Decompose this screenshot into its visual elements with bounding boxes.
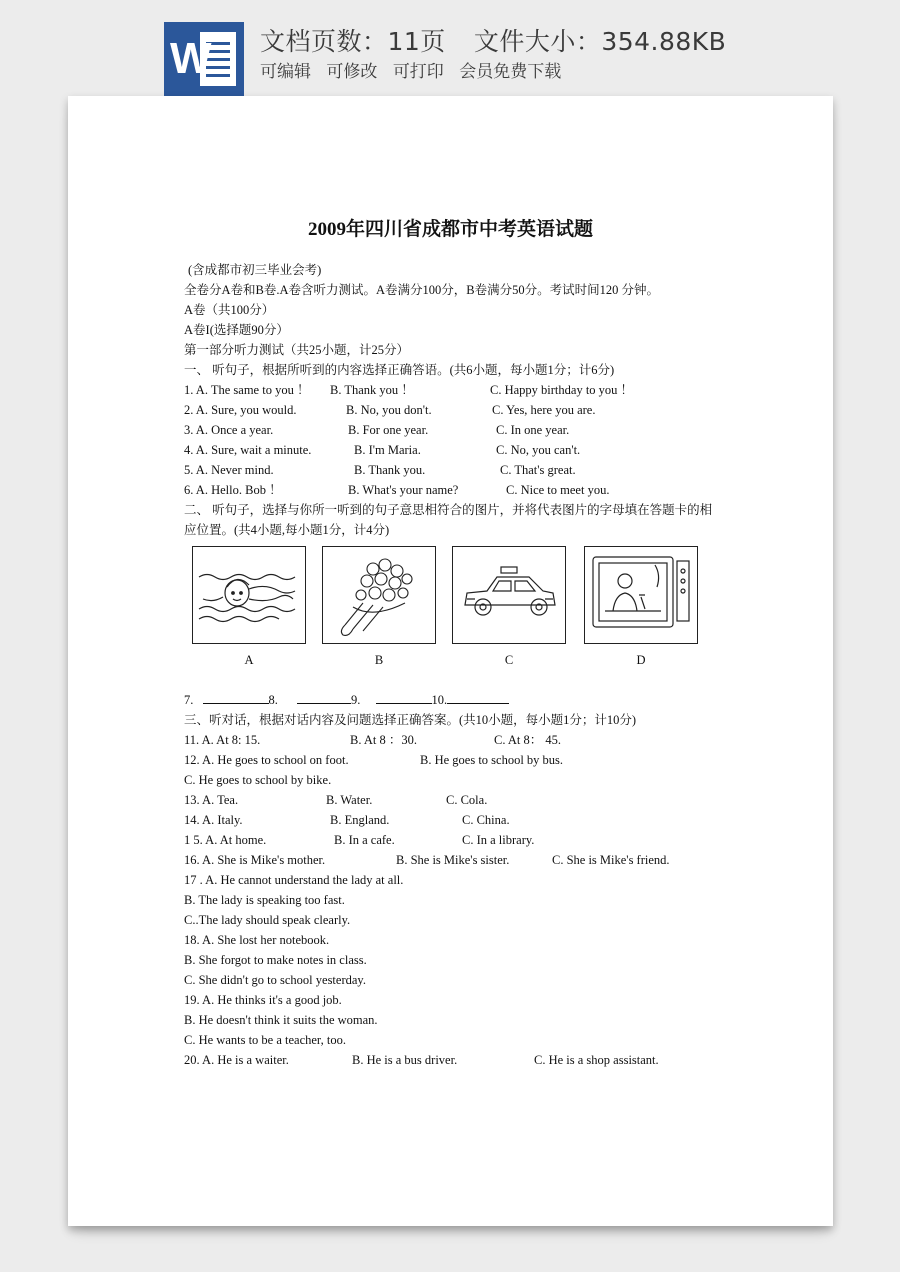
option-a: 11. A. At 8: 15. [184,733,261,747]
answer-label-10: 10. [431,693,448,707]
picture-label: C [504,653,514,667]
intro-line: A卷I(选择题90分） [184,323,289,337]
file-size: 文件大小：354.88KB [473,27,727,56]
option-b: B. He is a bus driver. [352,1053,458,1067]
feature-editable: 可编辑 [260,62,311,82]
question-row [184,1050,724,1070]
taxi-picture [452,546,566,644]
option-b: B. He goes to school by bus. [420,753,564,767]
option-a: 3. A. Once a year. [184,423,274,437]
option-c: C. China. [462,813,510,827]
picture-a [192,546,306,670]
question-row: C. He wants to be a teacher, too. [184,1033,346,1047]
option-b: B. For one year. [348,423,429,437]
question-row [184,850,724,870]
picture-b [322,546,436,670]
question-row: 19. A. He thinks it's a good job. [184,993,342,1007]
download-banner [0,0,900,96]
answer-blanks [184,690,724,710]
option-a: 13. A. Tea. [184,793,239,807]
document-title: 2009年四川省成都市中考英语试题 [307,219,593,240]
option-a: 20. A. He is a waiter. [184,1053,289,1067]
word-document-icon [164,22,244,96]
feature-modifiable: 可修改 [326,62,378,82]
option-b: B. Thank you. [354,463,426,477]
section1-heading: 一、 听句子，根据所听到的内容选择正确答语。(共6小题，每小题1分；计6分) [184,363,615,377]
option-b: B. I'm Maria. [354,443,421,457]
picture-label: A [244,653,254,667]
picture-c [452,546,566,670]
answer-blank-7[interactable] [203,690,269,704]
option-c: C. In a library. [462,833,535,847]
swimming-picture [192,546,306,644]
flowers-picture [322,546,436,644]
option-c: C. No, you can't. [496,443,581,457]
answer-label-9: 9. [351,693,361,707]
option-a: 2. A. Sure, you would. [184,403,297,417]
option-c: C. That's great. [500,463,576,477]
answer-blank-8[interactable] [297,690,351,704]
question-row [184,420,724,440]
option-a: 12. A. He goes to school on foot. [184,753,349,767]
question-row: C..The lady should speak clearly. [184,913,351,927]
question-row [184,770,724,790]
question-row: 17 . A. He cannot understand the lady at all. [184,873,404,887]
option-b: B. At 8 ：30. [350,733,418,747]
picture-d [584,546,698,670]
option-c: C. Yes, here you are. [492,403,596,417]
banner-title [260,22,726,58]
question-row: B. The lady is speaking too fast. [184,893,345,907]
option-a: 1 5. A. At home. [184,833,267,847]
option-b: B. What's your name? [348,483,459,497]
question-row [184,400,724,420]
question-row [184,790,724,810]
picture-options [184,546,724,690]
option-c: C. In one year. [496,423,570,437]
question-row [184,480,724,500]
option-b: B. Thank you ！ [330,383,414,397]
option-a: 1. A. The same to you ！ [184,383,310,397]
option-c: C. He is a shop assistant. [534,1053,659,1067]
question-row [184,460,724,480]
section3-heading: 三、听对话，根据对话内容及问题选择正确答案。(共10小题，每小题1分；计10分) [184,713,637,727]
option-c: C. She is Mike's friend. [552,853,670,867]
answer-blank-9[interactable] [376,690,432,704]
picture-label: B [374,653,384,667]
feature-list [260,57,571,82]
intro-line: (含成都市初三毕业会考) [188,263,322,277]
question-row [184,830,724,850]
question-row: B. He doesn't think it suits the woman. [184,1013,378,1027]
question-row [184,380,724,400]
answer-label-8: 8. [268,693,278,707]
option-b: B. Water. [326,793,373,807]
intro-line: A卷（共100分） [184,303,275,317]
question-row: 18. A. She lost her notebook. [184,933,330,947]
question-row [184,810,724,830]
question-row [184,440,724,460]
intro-line: 第一部分听力测试（共25小题，计25分） [184,343,410,357]
option-b: B. England. [330,813,390,827]
intro-line: 全卷分A卷和B卷.A卷含听力测试。A卷满分100分，B卷满分50分。考试时间120 分钟。 [184,283,660,297]
option-c: C. He goes to school by bike. [184,773,332,787]
option-a: 4. A. Sure, wait a minute. [184,443,312,457]
feature-member-download: 会员免费下载 [459,62,562,82]
document-body [184,260,724,1070]
logo-letter: W [170,34,212,83]
option-c: C. Nice to meet you. [506,483,610,497]
question-row [184,730,724,750]
feature-printable: 可打印 [392,62,444,82]
option-c: C. Happy birthday to you ！ [490,383,634,397]
option-c: C. Cola. [446,793,488,807]
answer-blank-10[interactable] [447,690,509,704]
television-picture [584,546,698,644]
page-count: 文档页数：11页 [260,27,446,56]
question-row: C. She didn't go to school yesterday. [184,973,366,987]
option-c: C. At 8： 45. [494,733,562,747]
question-row: B. She forgot to make notes in class. [184,953,367,967]
option-a: 5. A. Never mind. [184,463,274,477]
option-a: 14. A. Italy. [184,813,243,827]
question-row [184,750,724,770]
option-a: 16. A. She is Mike's mother. [184,853,326,867]
option-a: 6. A. Hello. Bob ！ [184,483,282,497]
option-b: B. In a cafe. [334,833,395,847]
option-b: B. She is Mike's sister. [396,853,510,867]
document-page [68,96,833,1226]
option-b: B. No, you don't. [346,403,432,417]
picture-label: D [636,653,646,667]
section2-heading: 二、 听句子，选择与你所一听到的句子意思相符合的图片，并将代表图片的字母填在答题卡的相应位置。(共4小题,每小题1分，计4分) [184,503,713,537]
answer-label-7: 7. [184,693,194,707]
